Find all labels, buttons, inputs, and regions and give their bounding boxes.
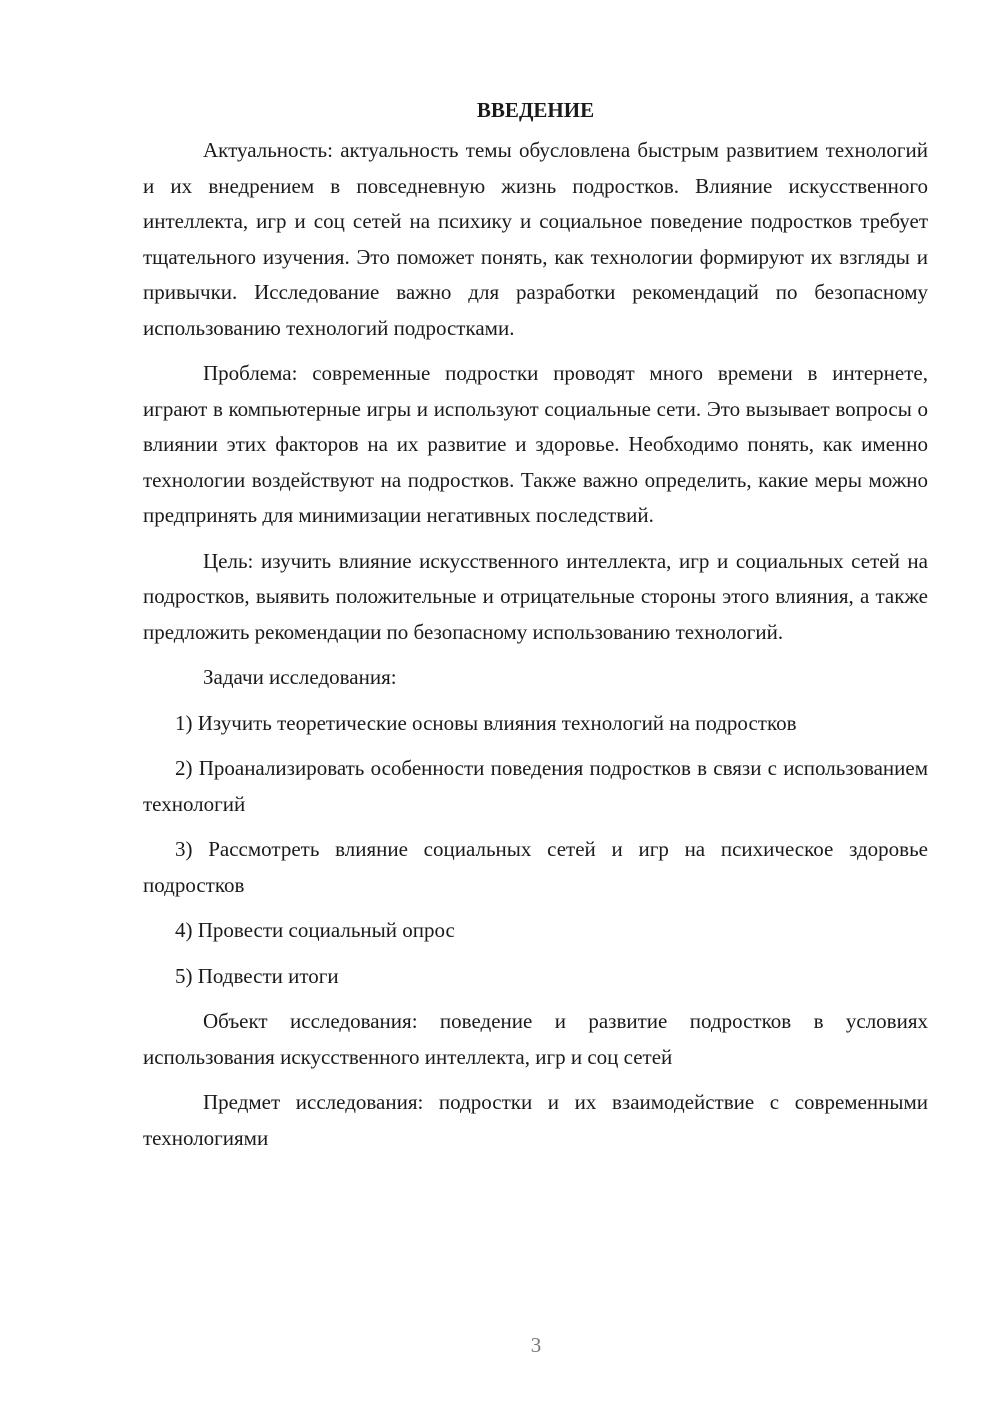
page-content bbox=[143, 95, 928, 1166]
page-number: 3 bbox=[530, 1333, 542, 1357]
task-item: 3) Рассмотреть влияние социальных сетей и игр на психическое здоровье подростков bbox=[143, 837, 928, 897]
task-item: 4) Провести социальный опрос bbox=[175, 918, 455, 942]
problem-paragraph: Проблема: современные подростки проводят много времени в интернете, играют в компьютерные игры и используют социальные сети. Это вызывает вопросы о влиянии этих факторов на их развитие и здоровье. Необходимо понять, как именно технологии воздействуют на подростков. Также важно определить, какие меры можно предпринять для минимизации негативных последствий. bbox=[143, 361, 928, 527]
relevance-paragraph: Актуальность: актуальность темы обусловлена быстрым развитием технологий и их внедрением в повседневную жизнь подростков. Влияние искусственного интеллекта, игр и соц сетей на психику и социальное поведение подростков требует тщательного изучения. Это поможет понять, как технологии формируют их взгляды и привычки. Исследование важно для разработки рекомендаций по безопасному использованию технологий подростками. bbox=[143, 138, 928, 340]
object-paragraph: Объект исследования: поведение и развитие подростков в условиях использования искусственного интеллекта, игр и соц сетей bbox=[143, 1009, 928, 1069]
task-item: 1) Изучить теоретические основы влияния технологий на подростков bbox=[175, 710, 797, 735]
task-item: 5) Подвести итоги bbox=[175, 963, 339, 988]
subject-paragraph: Предмет исследования: подростки и их взаимодействие с современными технологиями bbox=[143, 1090, 928, 1150]
section-heading: ВВЕДЕНИЕ bbox=[476, 98, 595, 122]
goal-paragraph: Цель: изучить влияние искусственного интеллекта, игр и социальных сетей на подростков, выявить положительные и отрицательные стороны этого влияния, а также предложить рекомендации по безопасному использованию технологий. bbox=[143, 548, 928, 644]
task-item: 2) Проанализировать особенности поведения подростков в связи с использованием технологий bbox=[143, 756, 928, 816]
tasks-title: Задачи исследования: bbox=[203, 665, 397, 689]
